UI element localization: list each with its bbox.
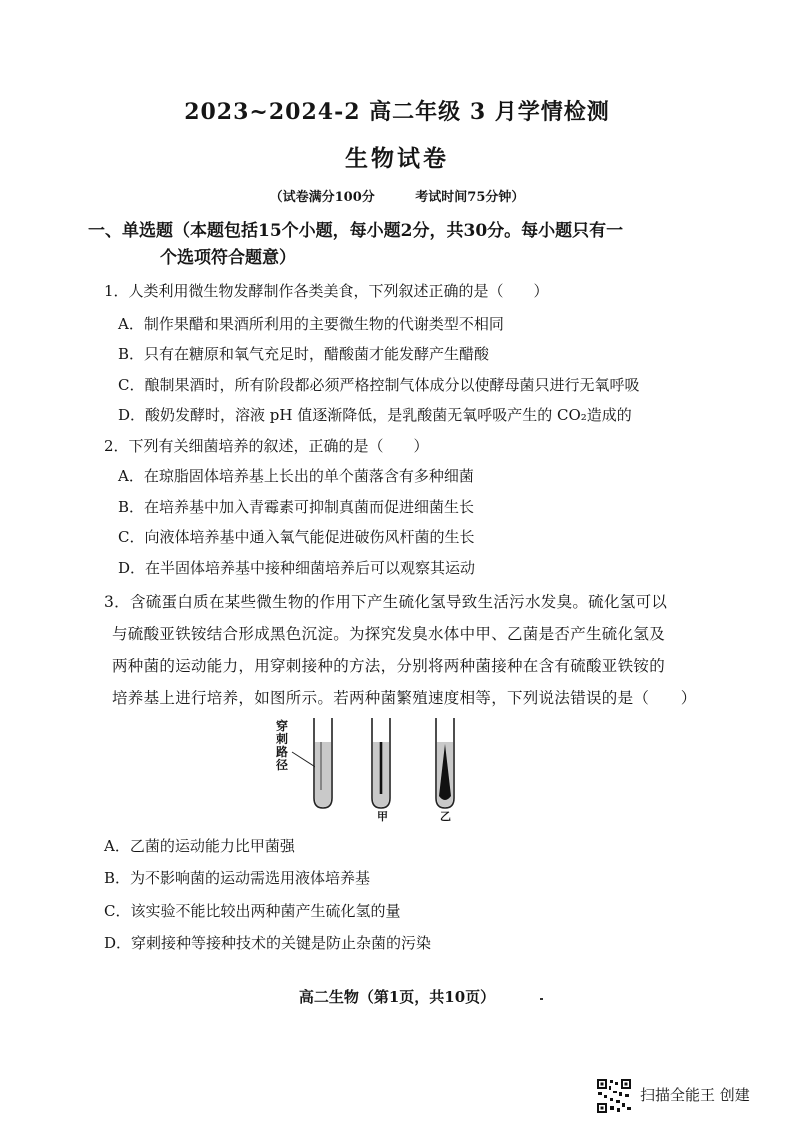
exam-meta [0,186,794,205]
exam-subject: 生物试卷 [345,145,449,172]
exam-title: 2023~2024-2 高二年级 3 月学情检测 [184,99,610,125]
test-tube-yi [436,718,454,808]
question-1-stem: 1．人类利用微生物发酵制作各类美食，下列叙述正确的是（ ） [104,282,549,300]
question-2-option-a: A．在琼脂固体培养基上长出的单个菌落含有多种细菌 [118,467,474,485]
section-heading-line2: 个选项符合题意） [160,248,296,268]
stab-path-label: 穿 刺 路 径 [276,719,289,772]
question-3-stem-line2: 与硫酸亚铁铵结合形成黑色沉淀。为探究发臭水体中甲、乙菌是否产生硫化氢及 [112,625,666,643]
question-3-option-a: A．乙菌的运动能力比甲菌强 [104,837,295,855]
question-1-option-d: D．酸奶发酵时，溶液 pH 值逐渐降低，是乳酸菌无氧呼吸产生的 CO₂造成的 [118,406,632,424]
page-footer: 高二生物（第1页，共10页） [298,988,496,1006]
section-heading-line1: 一、单选题（本题包括15个小题，每小题2分，共30分。每小题只有一 [88,221,624,241]
question-3-stem-line3: 两种菌的运动能力，用穿刺接种的方法，分别将两种菌接种在含有硫酸亚铁铵的 [112,657,666,675]
question-3-stem-line4: 培养基上进行培养，如图所示。若两种菌繁殖速度相等，下列说法错误的是（ ） [112,689,697,707]
section-heading [88,218,698,272]
question-2-option-b: B．在培养基中加入青霉素可抑制真菌而促进细菌生长 [118,498,475,516]
stab-culture-figure [270,710,470,830]
question-1-option-b: B．只有在糖原和氧气充足时，醋酸菌才能发酵产生醋酸 [118,345,490,363]
scan-speck [540,998,543,1000]
test-tube-reference [314,718,332,808]
test-tube-jia [372,718,390,808]
question-3-stem-line1: 3．含硫蛋白质在某些微生物的作用下产生硫化氢导致生活污水发臭。硫化氢可以 [104,593,668,611]
question-2-stem: 2．下列有关细菌培养的叙述，正确的是（ ） [104,437,429,455]
tube-label-yi: 乙 [440,810,451,823]
scanner-watermark: 扫描全能王 创建 [640,1086,750,1104]
question-3-option-c: C．该实验不能比较出两种菌产生硫化氢的量 [104,902,401,920]
question-3-option-d: D．穿刺接种等接种技术的关键是防止杂菌的污染 [104,934,432,952]
question-2-option-d: D．在半固体培养基中接种细菌培养后可以观察其运动 [118,559,476,577]
question-1-option-a: A．制作果醋和果酒所利用的主要微生物的代谢类型不相同 [118,315,504,333]
qr-code-icon [596,1078,632,1114]
question-1-option-c: C．酿制果酒时，所有阶段都必须严格控制气体成分以使酵母菌只进行无氧呼吸 [118,376,640,394]
score-info: （试卷满分100分 [269,190,375,205]
question-3-option-b: B．为不影响菌的运动需选用液体培养基 [104,869,371,887]
time-info: 考试时间75分钟） [415,190,525,205]
question-2-option-c: C．向液体培养基中通入氧气能促进破伤风杆菌的生长 [118,528,475,546]
tube-label-jia: 甲 [377,810,388,823]
